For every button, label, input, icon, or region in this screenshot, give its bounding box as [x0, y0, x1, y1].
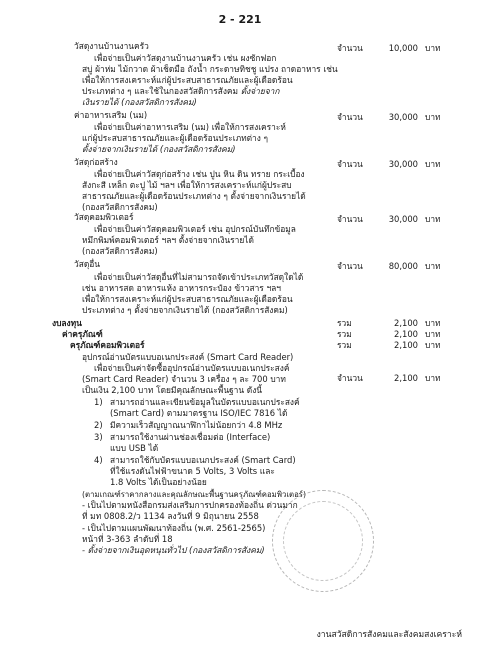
total-label: รวม: [337, 329, 352, 339]
description-line: เพื่อจ่ายเป็นค่าอาหารเสริม (นม) เพื่อให้การสงเคราะห์: [94, 122, 286, 132]
section-heading: ค่าอาหารเสริม (นม): [74, 110, 148, 120]
spec-line: สามารถใช้งานผ่านช่องเชื่อมต่อ (Interface): [110, 432, 271, 442]
note-line: ที่ มท 0808.2/ว 1134 ลงวันที่ 9 มิถุนายน 2558: [82, 511, 259, 521]
amount-unit: บาท: [425, 261, 441, 271]
amount-value: 10,000: [388, 43, 418, 53]
total-label: รวม: [337, 340, 352, 350]
note-line: หน้าที่ 3-363 ลำดับที่ 18: [82, 534, 173, 544]
total-unit: บาท: [425, 340, 441, 350]
funding-label: ตั้งจ่ายจาก: [240, 86, 280, 96]
amount-label: จำนวน: [337, 112, 363, 122]
description-line: แก่ผู้ประสบสาธารณภัยและผู้เดือดร้อนประเภทต่าง ๆ: [82, 133, 269, 143]
description-line: ประเภทต่าง ๆ ตั้งจ่ายจากเงินรายได้ (กองสวัสดิการสังคม): [82, 305, 288, 315]
description-line: เพื่อจ่ายเป็นค่าวัสดุคอมพิวเตอร์ เช่น อุปกรณ์บันทึกข้อมูล: [94, 224, 296, 234]
description-line: ตั้งจ่ายจากเงินรายได้ (กองสวัสดิการสังคม): [82, 144, 236, 154]
capital-heading: งบลงทุน: [52, 318, 82, 328]
total-label: รวม: [337, 318, 352, 328]
spec-line: มีความเร็วสัญญาณนาฬิกาไม่น้อยกว่า 4.8 MHz: [110, 420, 283, 430]
section-heading: วัสดุคอมพิวเตอร์: [74, 212, 134, 222]
computer-equipment-heading: ครุภัณฑ์คอมพิวเตอร์: [70, 340, 145, 350]
description-line: สาธารณภัยและผู้เดือดร้อนประเภทต่าง ๆ ตั้งจ่ายจากเงินรายได้: [82, 191, 306, 201]
section-heading: วัสดุก่อสร้าง: [74, 157, 118, 167]
spec-line: สามารถใช้กับบัตรแบบอเนกประสงค์ (Smart Card): [110, 455, 296, 465]
total-unit: บาท: [425, 318, 441, 328]
description-line: เพื่อให้การสงเคราะห์แก่ผู้ประสบสาธารณภัยและผู้เดือดร้อน: [82, 75, 293, 85]
amount-value: 2,100: [394, 373, 418, 383]
amount-label: จำนวน: [337, 373, 363, 383]
description-line: (กองสวัสดิการสังคม): [82, 246, 158, 256]
amount-unit: บาท: [425, 112, 441, 122]
section-heading: วัสดุงานบ้านงานครัว: [74, 41, 149, 51]
spec-line: สามารถอ่านและเขียนข้อมูลในบัตรแบบอเนกประสงค์: [110, 397, 300, 407]
official-stamp-inner: [283, 501, 363, 581]
description-line: เป็นเงิน 2,100 บาท โดยมีคุณลักษณะพื้นฐาน ดังนี้: [82, 385, 263, 395]
amount-label: จำนวน: [337, 159, 363, 169]
amount-unit: บาท: [425, 43, 441, 53]
note-line: (ตามเกณฑ์ราคากลางและคุณลักษณะพื้นฐานครุภัณฑ์คอมพิวเตอร์): [82, 490, 306, 499]
spec-line: ที่ใช้แรงดันไฟฟ้าขนาด 5 Volts, 3 Volts และ: [110, 466, 275, 476]
amount-unit: บาท: [425, 373, 441, 383]
description-line: เพื่อจ่ายเป็นค่าวัสดุก่อสร้าง เช่น ปูน หิน ดิน ทราย กระเบื้อง: [94, 169, 305, 179]
description-line: เงินรายได้ (กองสวัสดิการสังคม): [82, 97, 197, 107]
spec-number: 1): [94, 397, 103, 407]
note-line: - เป็นไปตามแผนพัฒนาท้องถิ่น (พ.ศ. 2561-2565): [82, 523, 266, 533]
equipment-heading: ค่าครุภัณฑ์: [62, 329, 103, 339]
total-value: 2,100: [394, 318, 418, 328]
description-line: (Smart Card Reader) จำนวน 3 เครื่อง ๆ ละ 700 บาท: [82, 374, 286, 384]
total-value: 2,100: [394, 340, 418, 350]
amount-unit: บาท: [425, 159, 441, 169]
amount-value: 30,000: [388, 112, 418, 122]
item-heading: อุปกรณ์อ่านบัตรแบบอเนกประสงค์ (Smart Card Reader): [82, 352, 294, 362]
spec-number: 2): [94, 420, 103, 430]
page-footer: งานสวัสดิการสังคมและสังคมสงเคราะห์: [316, 630, 462, 640]
description-line: สบู่ ผ้าห่ม ไม้กวาด ผ้าเช็ดมือ ถังน้ำ กระดาษทิชชู แปรง ถาดอาหาร เช่น: [82, 64, 338, 74]
page-number: 2 - 221: [218, 13, 262, 26]
description-line: หมึกพิมพ์คอมพิวเตอร์ ฯลฯ ตั้งจ่ายจากเงินรายได้: [82, 235, 254, 245]
total-value: 2,100: [394, 329, 418, 339]
amount-value: 30,000: [388, 159, 418, 169]
spec-number: 3): [94, 432, 103, 442]
description-line: เพื่อจ่ายเป็นค่าวัสดุงานบ้านงานครัว เช่น ผงซักฟอก: [94, 53, 277, 63]
description-line: สังกะสี เหล็ก ตะปู ไม้ ฯลฯ เพื่อให้การสงเคราะห์แก่ผู้ประสบ: [82, 180, 292, 190]
total-unit: บาท: [425, 329, 441, 339]
section-heading: วัสดุอื่น: [74, 259, 101, 269]
amount-value: 80,000: [388, 261, 418, 271]
description-line: ประเภทต่าง ๆ และใช้ในกองสวัสดิการสังคม ตั้งจ่ายจาก: [82, 86, 280, 96]
note-line: - ตั้งจ่ายจากเงินอุดหนุนทั่วไป (กองสวัสดิการสังคม): [82, 545, 265, 555]
description-line: เพื่อจ่ายเป็นค่าจัดซื้ออุปกรณ์อ่านบัตรแบบอเนกประสงค์: [94, 363, 290, 373]
description-line: เช่น อาหารสด อาหารแห้ง อาหารกระป๋อง ข้าวสาร ฯลฯ: [82, 283, 281, 293]
description-line: เพื่อให้การสงเคราะห์แก่ผู้ประสบสาธารณภัยและผู้เดือดร้อน: [82, 294, 293, 304]
spec-line: (Smart Card) ตามมาตรฐาน ISO/IEC 7816 ได้: [110, 408, 288, 418]
amount-unit: บาท: [425, 214, 441, 224]
spec-number: 4): [94, 455, 103, 465]
amount-label: จำนวน: [337, 214, 363, 224]
amount-value: 30,000: [388, 214, 418, 224]
note-line: - เป็นไปตามหนังสือกรมส่งเสริมการปกครองท้องถิ่น ด่วนมาก: [82, 500, 298, 510]
spec-line: แบบ USB ได้: [110, 443, 159, 453]
amount-label: จำนวน: [337, 43, 363, 53]
amount-label: จำนวน: [337, 261, 363, 271]
description-line: เพื่อจ่ายเป็นค่าวัสดุอื่นที่ไม่สามารถจัดเข้าประเภทวัสดุใดได้: [94, 272, 304, 282]
spec-line: 1.8 Volts ได้เป็นอย่างน้อย: [110, 477, 207, 487]
description-line: (กองสวัสดิการสังคม): [82, 202, 158, 212]
